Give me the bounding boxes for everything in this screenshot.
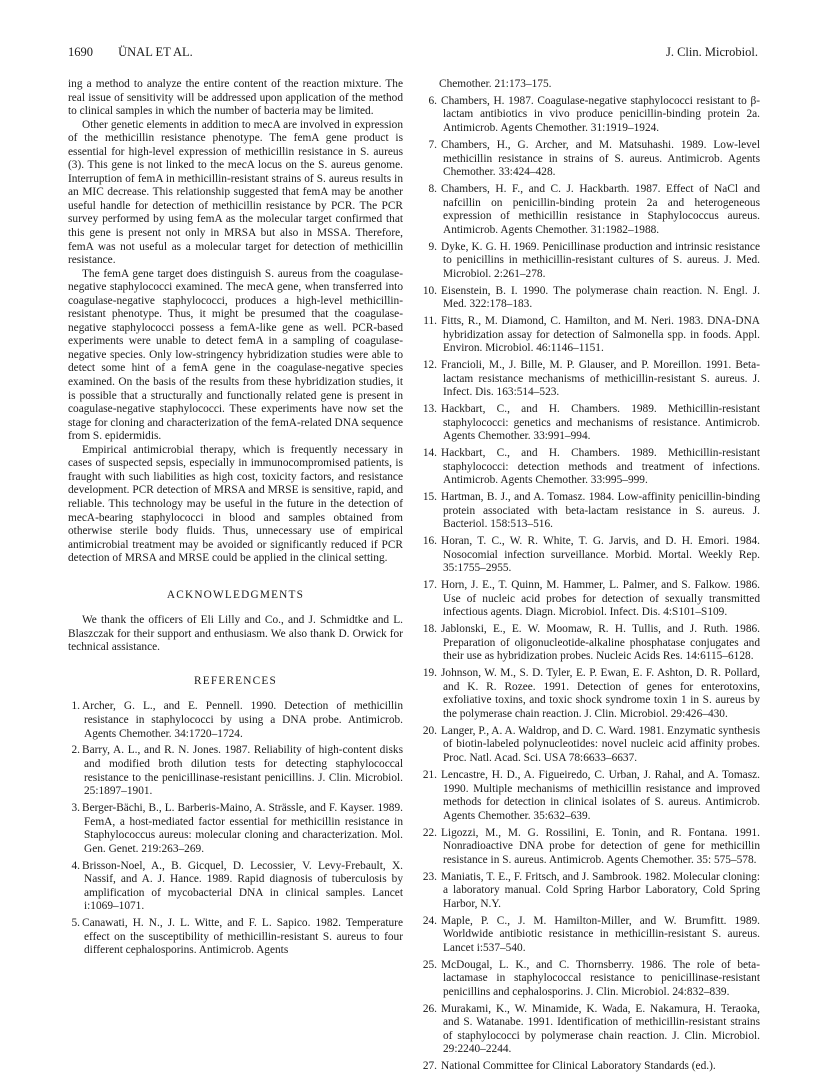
- reference-text: Eisenstein, B. I. 1990. The polymerase chain reaction. N. Engl. J. Med. 322:178–183.: [441, 284, 760, 311]
- reference-text: Murakami, K., W. Minamide, K. Wada, E. Nakamura, H. Teraoka, and S. Watanabe. 1991. Identification of methicillin-resistant strains of staphylococci by polymerase chain reaction. J. Clin. Microbiol. 29:2240–2244.: [441, 1002, 760, 1056]
- reference-text: Hackbart, C., and H. Chambers. 1989. Methicillin-resistant staphylococci: detection methods and treatment of infections. Antimicrob. Agents Chemother. 33:995–999.: [441, 447, 760, 487]
- acknowledgments-heading: ACKNOWLEDGMENTS: [166, 588, 305, 601]
- reference-number: 5.: [71, 917, 80, 930]
- reference-text: Jablonski, E., E. W. Moomaw, R. H. Tullis, and J. Ruth. 1986. Preparation of oligonucleotide-alkaline phosphatase conjugates and their use as hybridization probes. Nucleic Acids Res. 14:6115–6128.: [441, 623, 760, 663]
- reference-item: [423, 403, 760, 444]
- running-authors: ÜNAL ET AL.: [118, 45, 193, 59]
- reference-item: [423, 315, 760, 356]
- reference-number: 19.: [422, 667, 437, 680]
- reference-number: 17.: [422, 579, 437, 592]
- reference-text: Maple, P. C., J. M. Hamilton-Miller, and W. Brumfitt. 1989. Worldwide antibiotic resistance in methicillin-resistant S. aureus. Lancet i:537–540.: [441, 914, 760, 954]
- reference-item: [423, 535, 760, 576]
- reference-item: [423, 623, 760, 664]
- reference-text: Francioli, M., J. Bille, M. P. Glauser, and P. Moreillon. 1991. Beta-lactam resistance mechanisms of methicillin-resistant S. aureus. J. Infect. Dis. 163:514–523.: [441, 359, 760, 399]
- reference-text: Canawati, H. N., J. L. Witte, and F. L. Sapico. 1982. Temperature effect on the susceptibility of methicillin-resistant S. aureus to four different cephalosporins. Antimicrob. Agents: [82, 917, 403, 957]
- body-paragraph: Empirical antimicrobial therapy, which is frequently necessary in cases of suspected sepsis, especially in immunocompromised patients, is fraught with such liabilities as high cost, toxicity factors, and resistance development. PCR detection of MRSA and MRSE is sensitive, rapid, and reliable. This technology may be useful in the future in the detection of mecA-bearing staphylococci in blood and samples obtained from otherwise sterile body fluids. Thus, unnecessary use of empirical antimicrobial treatment may be avoided or significantly reduced if PCR detection of MRSA and MRSE could be applied in the clinical setting.: [68, 443, 403, 565]
- page-header: [68, 45, 758, 65]
- body-paragraph: Other genetic elements in addition to mecA are involved in expression of the methicillin resistance phenotype. The femA gene product is essential for high-level expression of methicillin resistance in S. aureus (3). This gene is not linked to the mecA locus on the S. aureus genome. Interruption of femA in methicillin-resistant strains of S. aureus results in an MIC decrease. This relationship suggested that femA may be another useful handle for detection of methicillin resistance by PCR. The PCR survey performed by using femA as the molecular target confirmed that this gene is present not only in MRSA but also in MSSA. Therefore, femA was not useful as a molecular target for detection of methicillin resistance.: [68, 118, 403, 267]
- reference-text: Hartman, B. J., and A. Tomasz. 1984. Low-affinity penicillin-binding protein associated with beta-lactam resistance in S. aureus. J. Bacteriol. 158:513–516.: [441, 491, 760, 531]
- reference-item: [423, 827, 760, 868]
- reference-text: Ligozzi, M., M. G. Rossilini, E. Tonin, and R. Fontana. 1991. Nonradioactive DNA probe for detection of gene for methicillin resistance in S. aureus. Antimicrob. Agents Chemother. 35: 575–578.: [441, 826, 760, 866]
- reference-number: 4.: [71, 859, 80, 872]
- reference-item: [68, 700, 403, 741]
- reference-number: 7.: [428, 138, 437, 151]
- references-heading: REFERENCES: [194, 674, 277, 687]
- acknowledgments-text: We thank the officers of Eli Lilly and Co., and J. Schmidtke and L. Blaszczak for their support and enthusiasm. We also thank D. Orwick for technical assistance.: [68, 614, 403, 654]
- reference-number: 6.: [428, 94, 437, 107]
- reference-number: 18.: [422, 623, 437, 636]
- reference-item: [423, 95, 760, 136]
- reference-text: Johnson, W. M., S. D. Tyler, E. P. Ewan, E. F. Ashton, D. R. Pollard, and K. R. Rozee. 1991. Detection of genes for enterotoxins, exfoliative toxins, and toxic shock syndrome toxin 1 in S. aureus by the polymerase chain reaction. J. Clin. Microbiol. 29:426–430.: [441, 667, 760, 720]
- reference-number: 8.: [428, 183, 437, 195]
- reference-number: 3.: [71, 802, 80, 815]
- reference-number: 12.: [422, 359, 437, 372]
- reference-continuation: Chemother. 21:173–175.: [439, 78, 552, 90]
- reference-item: [423, 285, 760, 312]
- reference-text: Chambers, H., G. Archer, and M. Matsuhashi. 1989. Low-level methicillin resistance in strains of S. aureus. Antimicrob. Agents Chemother. 33:424–428.: [441, 138, 760, 179]
- reference-item: [423, 915, 760, 956]
- reference-number: 23.: [422, 870, 437, 883]
- reference-text: Dyke, K. G. H. 1969. Penicillinase production and intrinsic resistance to penicillins in methicillin-resistant cultures of S. aureus. J. Med. Microbiol. 2:261–278.: [441, 240, 760, 280]
- references-list-right: [423, 95, 760, 1074]
- reference-text: Berger-Bächi, B., L. Barberis-Maino, A. Strässle, and F. Kayser. 1989. FemA, a host-mediated factor essential for methicillin resistance in Staphylococcus aureus: molecular cloning and characterization. Mol. Gen. Genet. 219:263–269.: [82, 802, 403, 855]
- reference-text: Lencastre, H. D., A. Figueiredo, C. Urban, J. Rahal, and A. Tomasz. 1990. Multiple mechanisms of methicillin resistance and improved methods for detection in clinical isolates of S. aureus. Antimicrob. Agents Chemother. 35:632–639.: [441, 768, 760, 822]
- reference-number: 1.: [71, 700, 80, 713]
- reference-item: [423, 139, 760, 180]
- reference-text: Chambers, H. 1987. Coagulase-negative staphylococci resistant to β-lactam antibiotics in vivo produce penicillin-binding protein 2a. Antimicrob. Agents Chemother. 31:1919–1924.: [441, 94, 760, 135]
- reference-number: 20.: [422, 724, 437, 737]
- reference-item: [423, 725, 760, 766]
- reference-number: 13.: [422, 403, 437, 416]
- reference-item: [423, 183, 760, 237]
- reference-text: Barry, A. L., and R. N. Jones. 1987. Reliability of high-content disks and modified broth dilution tests for detecting staphylococcal resistance to the penicillinase-resistant penicillins. J. Clin. Microbiol. 25:1897–1901.: [82, 744, 403, 798]
- reference-number: 24.: [422, 914, 437, 927]
- reference-item: [68, 802, 403, 856]
- reference-item: [423, 491, 760, 532]
- reference-number: 25.: [422, 958, 437, 971]
- reference-item: [423, 241, 760, 282]
- reference-item: [68, 744, 403, 798]
- right-column: [423, 78, 760, 1077]
- reference-number: 15.: [422, 491, 437, 504]
- body-paragraph: The femA gene target does distinguish S. aureus from the coagulase-negative staphylococci examined. The mecA gene, when transferred into coagulase-negative staphylococci, produces a high-level methicillin-resistant phenotype. Thus, it might be presumed that the coagulase-negative staphylococci possess a femA-like gene as well. PCR-based experiments were unable to detect femA in a sampling of coagulase-negative species. Only low-stringency hybridization studies were able to detect some hint of a femA gene in the coagulase-negative species examined. On the basis of the results from these hybridization studies, it is possible that a structurally and functionally related gene is present in coagulase-negative staphylococci. These experiments have now set the stage for cloning and characterization of the femA-related DNA sequence from S. epidermidis.: [68, 267, 403, 443]
- reference-item: [423, 667, 760, 721]
- reference-number: 27.: [422, 1060, 437, 1073]
- reference-number: 9.: [428, 240, 437, 253]
- left-column: [68, 78, 403, 961]
- reference-number: 16.: [422, 535, 437, 548]
- body-paragraph: ing a method to analyze the entire content of the reaction mixture. The real issue of sensitivity will be addressed upon application of the method to clinical samples in which the number of bacteria may be limited.: [68, 78, 403, 118]
- reference-text: Brisson-Noel, A., B. Gicquel, D. Lecossier, V. Levy-Frebault, X. Nassif, and A. J. Hance. 1989. Rapid diagnosis of tuberculosis by amplification of mycobacterial DNA in clinical samples. Lancet i:1069–1071.: [82, 859, 403, 913]
- reference-text: Horn, J. E., T. Quinn, M. Hammer, L. Palmer, and S. Falkow. 1986. Use of nucleic acid probes for detection of sexually transmitted infectious agents. Diagn. Microbiol. Infect. Dis. 4:S101–S109.: [441, 579, 760, 619]
- reference-item: [423, 1060, 760, 1074]
- reference-number: 10.: [422, 284, 437, 297]
- reference-number: 21.: [422, 768, 437, 781]
- reference-text: Chambers, H. F., and C. J. Hackbarth. 1987. Effect of NaCl and nafcillin on penicillin-binding protein 2a and heterogeneous expression of methicillin resistance in Staphylococcus aureus. Antimicrob. Agents Chemother. 31:1982–1988.: [441, 183, 760, 236]
- reference-number: 22.: [422, 826, 437, 839]
- journal-name: J. Clin. Microbiol.: [665, 45, 758, 59]
- reference-text: Horan, T. C., W. R. White, T. G. Jarvis, and D. H. Emori. 1984. Nosocomial infection surveillance. Morbid. Mortal. Weekly Rep. 35:1755–2955.: [441, 535, 760, 575]
- reference-item: [423, 959, 760, 1000]
- reference-item: [423, 579, 760, 620]
- reference-item: [68, 917, 403, 958]
- reference-item: [423, 769, 760, 823]
- page-number: 1690: [68, 45, 93, 59]
- reference-number: 11.: [423, 315, 437, 328]
- reference-number: 14.: [422, 447, 437, 460]
- reference-number: 2.: [71, 744, 80, 757]
- reference-item: [423, 871, 760, 912]
- reference-text: Fitts, R., M. Diamond, C. Hamilton, and M. Neri. 1983. DNA-DNA hybridization assay for detection of Salmonella spp. in foods. Appl. Environ. Microbiol. 46:1146–1151.: [441, 315, 760, 355]
- reference-text: McDougal, L. K., and C. Thornsberry. 1986. The role of beta-lactamase in staphylococcal resistance to penicillinase-resistant penicillins and cephalosporins. J. Clin. Microbiol. 24:832–839.: [441, 958, 760, 998]
- reference-item: [423, 447, 760, 488]
- reference-text: Langer, P., A. A. Waldrop, and D. C. Ward. 1981. Enzymatic synthesis of biotin-labeled polynucleotides: novel nucleic acid affinity probes. Proc. Natl. Acad. Sci. USA 78:6633–6637.: [441, 724, 760, 765]
- reference-number: 26.: [422, 1002, 437, 1015]
- reference-item: [68, 860, 403, 914]
- references-list-left: [68, 700, 403, 957]
- reference-text: Hackbart, C., and H. Chambers. 1989. Methicillin-resistant staphylococci: genetics and mechanisms of resistance. Antimicrob. Agents Chemother. 33:991–994.: [441, 403, 760, 443]
- reference-item: [423, 1003, 760, 1057]
- reference-text: Maniatis, T. E., F. Fritsch, and J. Sambrook. 1982. Molecular cloning: a laboratory manual. Cold Spring Harbor Laboratory, Cold Spring Harbor, N.Y.: [441, 870, 760, 910]
- reference-text: Archer, G. L., and E. Pennell. 1990. Detection of methicillin resistance in staphylococci by using a DNA probe. Antimicrob. Agents Chemother. 34:1720–1724.: [82, 700, 403, 740]
- reference-item: [423, 359, 760, 400]
- reference-text: National Committee for Clinical Laboratory Standards (ed.).: [441, 1060, 716, 1073]
